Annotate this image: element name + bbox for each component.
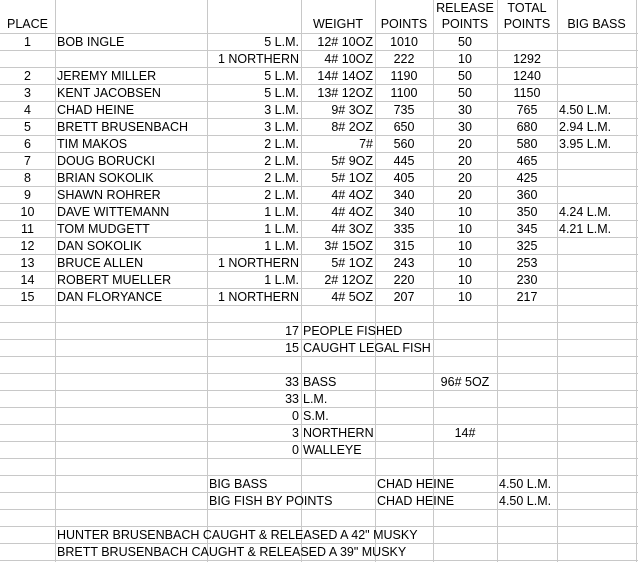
cell-total: 680 <box>516 120 538 134</box>
cell-total: 425 <box>516 171 538 185</box>
header-total-line1: TOTAL <box>507 1 547 15</box>
cell-weight: 5# 1OZ <box>331 171 373 185</box>
cell-place: 2 <box>24 69 31 83</box>
cell-big-bass <box>557 153 638 170</box>
cell-weight: 5# 9OZ <box>331 154 373 168</box>
cell-total: 1150 <box>513 86 541 100</box>
cell-place: 15 <box>20 290 35 304</box>
cell-name: BOB INGLE <box>57 35 125 49</box>
cell-weight: 2# 12OZ <box>324 273 373 287</box>
cell-weight: 8# 2OZ <box>331 120 373 134</box>
cell-place: 14 <box>20 273 35 287</box>
cell-big-bass <box>557 85 638 102</box>
cell-place: 1 <box>24 35 31 49</box>
award-label: BIG BASS <box>209 477 268 491</box>
cell-release: 20 <box>458 154 472 168</box>
species-count: 3 <box>292 426 299 440</box>
cell-catch: 5 L.M. <box>264 86 299 100</box>
people-fished-count: 17 <box>285 324 299 338</box>
cell-name: CHAD HEINE <box>57 103 135 117</box>
cell-big-bass: 4.50 L.M. <box>559 103 612 117</box>
cell-name: BRIAN SOKOLIK <box>57 171 154 185</box>
cell-release: 50 <box>458 86 472 100</box>
cell-catch: 1 L.M. <box>264 273 299 287</box>
cell-points: 445 <box>393 154 415 168</box>
cell-place: 5 <box>24 120 31 134</box>
cell-name: DAN SOKOLIK <box>57 239 142 253</box>
cell-big-bass: 4.21 L.M. <box>559 222 612 236</box>
cell-release: 10 <box>458 239 472 253</box>
cell-big-bass <box>557 34 638 51</box>
cell-release: 10 <box>458 52 472 66</box>
cell-place <box>0 51 55 68</box>
cell-name: TIM MAKOS <box>57 137 128 151</box>
cell-total: 325 <box>516 239 538 253</box>
cell-catch: 3 L.M. <box>264 103 299 117</box>
cell-big-bass <box>557 51 638 68</box>
cell-catch: 1 L.M. <box>264 239 299 253</box>
award-value: 4.50 L.M. <box>499 477 552 491</box>
cell-points: 560 <box>393 137 415 151</box>
people-fished-label: PEOPLE FISHED <box>303 324 403 338</box>
cell-place: 13 <box>20 256 35 270</box>
cell-points: 405 <box>393 171 415 185</box>
cell-catch: 1 NORTHERN <box>217 256 299 270</box>
species-total <box>433 391 497 408</box>
species-total <box>433 408 497 425</box>
cell-release: 10 <box>458 205 472 219</box>
cell-big-bass: 4.24 L.M. <box>559 205 612 219</box>
cell-total: 230 <box>516 273 538 287</box>
cell-points: 340 <box>393 205 415 219</box>
species-label: WALLEYE <box>303 443 362 457</box>
cell-total: 465 <box>516 154 538 168</box>
cell-release: 20 <box>458 137 472 151</box>
caught-legal-count: 15 <box>285 341 299 355</box>
cell-weight: 14# 14OZ <box>317 69 373 83</box>
cell-catch: 2 L.M. <box>264 154 299 168</box>
award-winner: CHAD HEINE <box>377 477 455 491</box>
species-total: 96# 5OZ <box>440 375 490 389</box>
cell-name: KENT JACOBSEN <box>57 86 161 100</box>
cell-big-bass <box>557 289 638 306</box>
cell-points: 222 <box>393 52 415 66</box>
cell-name: BRUCE ALLEN <box>57 256 144 270</box>
cell-catch: 2 L.M. <box>264 188 299 202</box>
cell-points: 650 <box>393 120 415 134</box>
cell-big-bass <box>557 272 638 289</box>
cell-weight: 4# 5OZ <box>331 290 373 304</box>
cell-big-bass <box>557 255 638 272</box>
cell-big-bass <box>557 187 638 204</box>
note-line: BRETT BRUSENBACH CAUGHT & RELEASED A 39" MUSKY <box>57 545 407 559</box>
cell-place: 7 <box>24 154 31 168</box>
species-label: BASS <box>303 375 337 389</box>
cell-points: 335 <box>393 222 415 236</box>
cell-place: 10 <box>20 205 35 219</box>
cell-total <box>497 34 557 51</box>
cell-release: 30 <box>458 120 472 134</box>
cell-catch: 1 L.M. <box>264 205 299 219</box>
cell-catch: 2 L.M. <box>264 137 299 151</box>
species-label: NORTHERN <box>303 426 374 440</box>
cell-total: 345 <box>516 222 538 236</box>
cell-points: 340 <box>393 188 415 202</box>
note-line: HUNTER BRUSENBACH CAUGHT & RELEASED A 42" MUSKY <box>57 528 418 542</box>
cell-points: 207 <box>393 290 415 304</box>
cell-weight: 4# 3OZ <box>331 222 373 236</box>
cell-points: 243 <box>393 256 415 270</box>
cell-release: 30 <box>458 103 472 117</box>
cell-weight: 13# 12OZ <box>317 86 373 100</box>
caught-legal-label: CAUGHT LEGAL FISH <box>303 341 431 355</box>
cell-big-bass <box>557 238 638 255</box>
species-count: 33 <box>285 392 299 406</box>
cell-total: 360 <box>516 188 538 202</box>
cell-points: 315 <box>393 239 415 253</box>
cell-weight: 7# <box>359 137 373 151</box>
cell-weight: 4# 10OZ <box>324 52 373 66</box>
cell-big-bass <box>557 68 638 85</box>
cell-name: DOUG BORUCKI <box>57 154 155 168</box>
cell-total: 1240 <box>513 69 541 83</box>
cell-big-bass: 3.95 L.M. <box>559 137 612 151</box>
header-points: POINTS <box>380 17 428 31</box>
cell-place: 12 <box>20 239 35 253</box>
cell-release: 10 <box>458 222 472 236</box>
cell-name: DAVE WITTEMANN <box>57 205 170 219</box>
cell-place: 9 <box>24 188 31 202</box>
cell-weight: 12# 10OZ <box>317 35 373 49</box>
cell-release: 50 <box>458 35 472 49</box>
cell-place: 8 <box>24 171 31 185</box>
cell-weight: 5# 1OZ <box>331 256 373 270</box>
cell-release: 20 <box>458 171 472 185</box>
cell-name: DAN FLORYANCE <box>57 290 163 304</box>
header-weight: WEIGHT <box>313 17 363 31</box>
cell-catch: 5 L.M. <box>264 35 299 49</box>
header-release-line2: POINTS <box>441 17 489 31</box>
cell-catch: 1 L.M. <box>264 222 299 236</box>
cell-release: 20 <box>458 188 472 202</box>
award-value: 4.50 L.M. <box>499 494 552 508</box>
cell-big-bass <box>557 170 638 187</box>
cell-catch: 3 L.M. <box>264 120 299 134</box>
award-label: BIG FISH BY POINTS <box>209 494 333 508</box>
species-count: 0 <box>292 443 299 457</box>
header-total-line2: POINTS <box>503 17 551 31</box>
award-winner: CHAD HEINE <box>377 494 455 508</box>
cell-place: 3 <box>24 86 31 100</box>
cell-weight: 3# 15OZ <box>324 239 373 253</box>
species-label: S.M. <box>303 409 329 423</box>
cell-place: 11 <box>21 222 34 236</box>
cell-total: 765 <box>516 103 538 117</box>
species-label: L.M. <box>303 392 328 406</box>
cell-release: 10 <box>458 290 472 304</box>
header-place: PLACE <box>7 17 48 31</box>
cell-name: TOM MUDGETT <box>57 222 150 236</box>
cell-total: 1292 <box>513 52 541 66</box>
cell-weight: 4# 4OZ <box>331 188 373 202</box>
cell-points: 735 <box>393 103 415 117</box>
cell-points: 1190 <box>390 69 418 83</box>
cell-release: 10 <box>458 256 472 270</box>
header-big-bass: BIG BASS <box>567 17 626 31</box>
cell-points: 1100 <box>390 86 418 100</box>
cell-place: 6 <box>24 137 31 151</box>
cell-release: 10 <box>458 273 472 287</box>
cell-name: ROBERT MUELLER <box>57 273 172 287</box>
cell-name: JEREMY MILLER <box>57 69 157 83</box>
species-count: 0 <box>292 409 299 423</box>
cell-total: 217 <box>516 290 538 304</box>
header-release-line1: RELEASE <box>436 1 494 15</box>
cell-catch: 1 NORTHERN <box>217 52 299 66</box>
cell-weight: 9# 3OZ <box>331 103 373 117</box>
species-total: 14# <box>454 426 476 440</box>
cell-catch: 1 NORTHERN <box>217 290 299 304</box>
species-total <box>433 442 497 459</box>
cell-total: 253 <box>516 256 538 270</box>
cell-big-bass: 2.94 L.M. <box>559 120 612 134</box>
cell-name <box>55 51 209 68</box>
cell-name: BRETT BRUSENBACH <box>57 120 189 134</box>
species-count: 33 <box>285 375 299 389</box>
cell-points: 1010 <box>390 35 418 49</box>
cell-catch: 2 L.M. <box>264 171 299 185</box>
cell-total: 580 <box>516 137 538 151</box>
cell-place: 4 <box>24 103 31 117</box>
cell-release: 50 <box>458 69 472 83</box>
cell-weight: 4# 4OZ <box>331 205 373 219</box>
cell-total: 350 <box>516 205 538 219</box>
cell-name: SHAWN ROHRER <box>57 188 161 202</box>
cell-catch: 5 L.M. <box>264 69 299 83</box>
cell-points: 220 <box>393 273 415 287</box>
